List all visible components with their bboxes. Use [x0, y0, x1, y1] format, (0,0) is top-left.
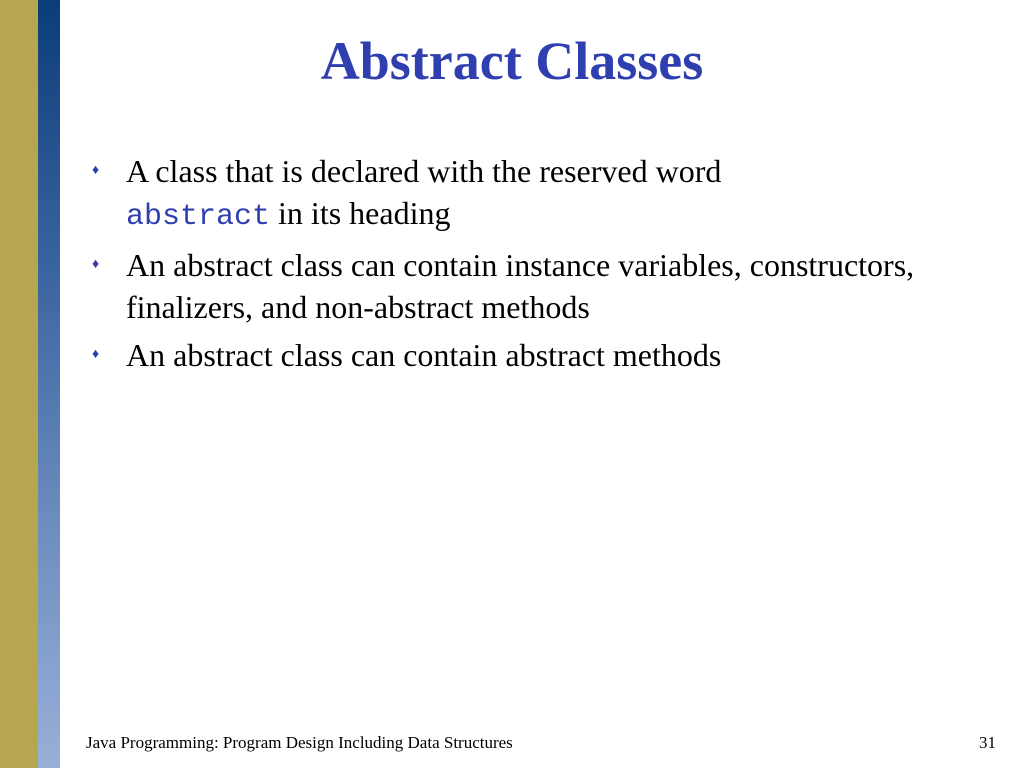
slide-title: Abstract Classes: [320, 31, 704, 91]
diamond-bullet-icon: ♦: [92, 163, 100, 178]
diamond-bullet-icon: ♦: [92, 257, 100, 272]
bullet-1-text-after: in its heading: [270, 195, 451, 231]
bullet-item-1: [92, 150, 972, 238]
bullet-1-text: A class that is declared with the reserved word: [126, 153, 722, 189]
page-number: 31: [979, 733, 996, 752]
bullet-1-code: abstract: [126, 200, 271, 234]
diamond-bullet-icon: ♦: [92, 347, 100, 362]
bullet-item-3: [92, 334, 972, 376]
bullet-list: [92, 150, 972, 382]
footer-course-title: Java Programming: Program Design Including Data Structures: [86, 733, 513, 752]
bullet-2-text: An abstract class can contain instance variables, constructors, finalizers, and non-abstract methods: [126, 247, 915, 325]
left-stripe-blue: [38, 0, 60, 768]
bullet-3-text: An abstract class can contain abstract methods: [126, 337, 722, 373]
left-stripe-olive: [0, 0, 38, 768]
bullet-item-2: [92, 244, 972, 328]
